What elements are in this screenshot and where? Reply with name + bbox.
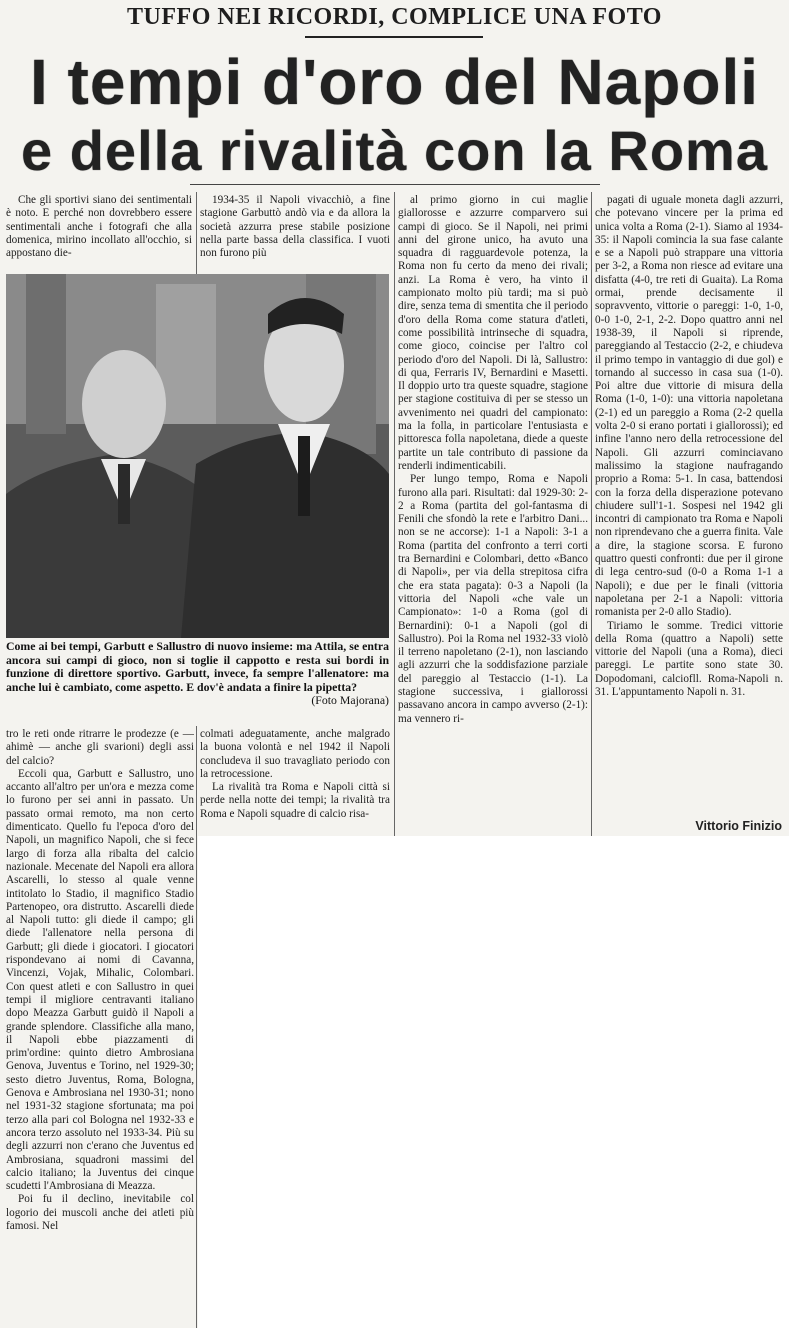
paragraph: tro le reti onde ritrarre le prodezze (e — ahimè — anche gli svarioni) degli assi del calcio?	[6, 728, 194, 767]
paragraph: Tiriamo le somme. Tredici vittorie della Roma (quattro a Napoli) sette vittorie del Napoli (una a Roma), dieci pareggi. Le partite sono state 30. Dopodomani, calciofll. Roma-Napoli n. 31. L'appuntamento Napoli n. 31.	[595, 619, 783, 698]
headline-rule	[190, 184, 600, 185]
column-divider	[591, 192, 592, 836]
photo-caption	[6, 640, 389, 708]
column-2-top	[200, 194, 390, 272]
column-4	[595, 194, 783, 810]
paragraph: 1934-35 il Napoli vivacchiò, a fine stagione Garbuttò andò via e da allora la società azzurra prese stabile posizione nella parte bassa della classifica. I vuoti non furono più	[200, 194, 390, 260]
column-3	[398, 194, 588, 834]
paragraph: Poi fu il declino, inevitabile col logorio dei muscoli anche dei atleti più famosi. Nel	[6, 1193, 194, 1232]
column-1-bottom	[6, 728, 194, 1326]
paragraph: Che gli sportivi siano dei sentimentali è noto. E perché non dovrebbero essere sentimentali anche i fotografi che alla domenica, mirino incollato all'occhio, si appostano die-	[6, 194, 192, 260]
photo-credit: (Foto Majorana)	[311, 693, 389, 708]
photo-garbutt-sallustro	[6, 274, 389, 638]
headline-line-1: I tempi d'oro del Napoli	[29, 46, 760, 118]
column-divider	[196, 726, 197, 1328]
paragraph: Per lungo tempo, Roma e Napoli furono alla pari. Risultati: dal 1929-30: 2-2 a Roma (partita del gol-fantasma di Fenili che sfondò la rete e l'arbitro Dani... non se ne accorse): 1-1 a Napoli: 3-1 a Roma (partita del confronto a terri corti tra Bernardini e Colombari, detto «Banco di Napoli», per via della strepitosa cifra che era stata pagata): 0-3 a Napoli (la vittoria del Napoli «che vale un Campionato»: 1-0 a Roma (gol di Bernardini): 0-1 a Napoli (gol di Sallustro). Poi la Roma nel 1932-33 violò il terreno napoletano (2-1), non lasciando agli azzurri che la soddisfazione parziale del pareggio al Testaccio (1-1). La stagione successiva, i giallorossi passavano ancora in campo avverso (2-1): ma vennero ri-	[398, 473, 588, 725]
paragraph: pagati di uguale moneta dagli azzurri, che potevano vincere per la prima ed unica volta a Roma (2-1). Siamo al 1934-35: il Napoli comincia la sua fase calante e se a Napoli può strappare una vittoria per 3-2, a Roma non riesce ad evitare una disfatta (4-0, tre reti di Guaita). La Roma ormai, prende decisamente il sopravvento, vittorie o pareggi: 1-0, 1-0, 0-0 1-0, 2-1, 2-2. Dopo quattro anni nel 1938-39, il Napoli si riprende, pareggiando al Testaccio (2-2, e chiudeva il primo tempo in vantaggio di due gol) e tornando al successo in casa sua (1-0). Poi altre due vittorie di misura della Roma (1-0, 1-0): una vittoria napoletana (2-1) ed un pareggio a Roma (2-2 quella volta 2-0 si erano portati i giallorossi); ed infine l'anno nero della retrocessione del Napoli. Gli azzurri cominciavano malissimo la stagione naufragando proprio a Roma: 5-1. In casa, battendosi con la forza della disperazione potevano chiudere sull'1-1. Sospesi nel 1942 gli incontri di campionato tra Roma e Napoli non riprendevano che a guerra finita. Vale a dire, la stagione scorsa. E furono quattro questi confronti: due per il girone di lega centro-sud (0-0 a Roma 1-1 a Napoli); e due per le finali (vittoria napoletana per 2-1 a Napoli: vittoria romanista per 2-0 allo Stadio).	[595, 194, 783, 619]
caption-text: Come ai bei tempi, Garbutt e Sallustro di nuovo insieme: ma Attila, se entra ancora sui campi di gioco, non si toglie il cappotto e resta sui bordi in funzione di direttore sportivo. Garbutt, invece, fa sempre l'allenatore: ma anche lui è cambiato, come aspetto. E dov'è andata a finire la pipetta?	[6, 639, 389, 694]
column-1-top	[6, 194, 192, 272]
paragraph: al primo giorno in cui maglie giallorosse e azzurre comparvero sui campi di gioco. Se il Napoli, nei primi anni del girone unico, ha avuto una squadra di ragguardevole potenza, la Roma non fu certo da meno dei rivali; anzi. La Roma è vero, ha vinto il campionato molto più tardi; ma si può dire, senza tema di smentita che il periodo d'oro della Roma come statura d'atleti, come possibilità intrinseche di squadra, come gioco, coincise per l'altro col periodo d'oro del Napoli. Di là, Sallustro: di qua, Ferraris IV, Bernardini e Masetti. Il doppio urto tra queste squadre, stagione per stagione costituiva di per se stesso un avvenimento nei quadri del campionato: ma la folla, in particolare l'entusiasta e pittoresca folla napoletana, diede a queste partite un tale contributo di passione da renderli indimenticabili.	[398, 194, 588, 472]
paragraph: La rivalità tra Roma e Napoli città si perde nella notte dei tempi; la rivalità tra Roma e Napoli squadre di calcio risa-	[200, 781, 390, 820]
column-divider	[196, 192, 197, 274]
photo-illustration	[6, 274, 389, 638]
kicker-rule	[305, 36, 483, 38]
paragraph: Eccoli qua, Garbutt e Sallustro, uno accanto all'altro per un'ora e mezza come lo furono per sei anni in passato. Un passato ormai remoto, ma non certo dimenticato. Quello fu l'epoca d'oro del Napoli, un magnifico Napoli, che si fece largo di forza alla ribalta del calcio nazionale. Mecenate del Napoli era allora Ascarelli, lo stesso al quale venne intitolato lo Stadio, il magnifico Stadio Partenopeo, ora distrutto. Ascarelli diede al Napoli tutto: gli diede il campo; gli diede l'allenatore nella persona di Garbutt; gli diede i giocatori. I giocatori rispondevano ai nomi di Cavanna, Vincenzi, Vojak, Mihalic, Colombari. Con quest atleti e con Sallustro in quei tempi il migliore centravanti italiano dopo Meazza Garbutt guidò il Napoli a grande splendore. Classifiche alla mano, il Napoli ebbe piazzamenti di prim'ordine: quinto dietro Ambrosiana Genova, Juventus e Torino, nel 1929-30; sesto dietro Juventus, Roma, Bologna, Genova e Ambrosiana nel 1930-31; nono nel 1931-32 stagione sfortunata; ma poi terzo alla pari col Bologna nel 1932-33 e ancora terzo assoluto nel 1933-34. Più su degli azzurri non c'erano che Juventus ed Ambrosiana, squadroni massimi del calcio italiano; la Juventus dei cinque scudetti l'Ambrosiana di Meazza.	[6, 767, 194, 1193]
column-2-bottom	[200, 728, 390, 834]
column-divider	[394, 192, 395, 836]
kicker-headline: TUFFO NEI RICORDI, COMPLICE UNA FOTO	[127, 4, 662, 30]
paragraph: colmati adeguatamente, anche malgrado la buona volontà e nel 1942 il Napoli concludeva il suo travagliato periodo con la retrocessione.	[200, 728, 390, 780]
author-signature: Vittorio Finizio	[695, 819, 782, 833]
headline-line-2: e della rivalità con la Roma	[21, 119, 768, 182]
